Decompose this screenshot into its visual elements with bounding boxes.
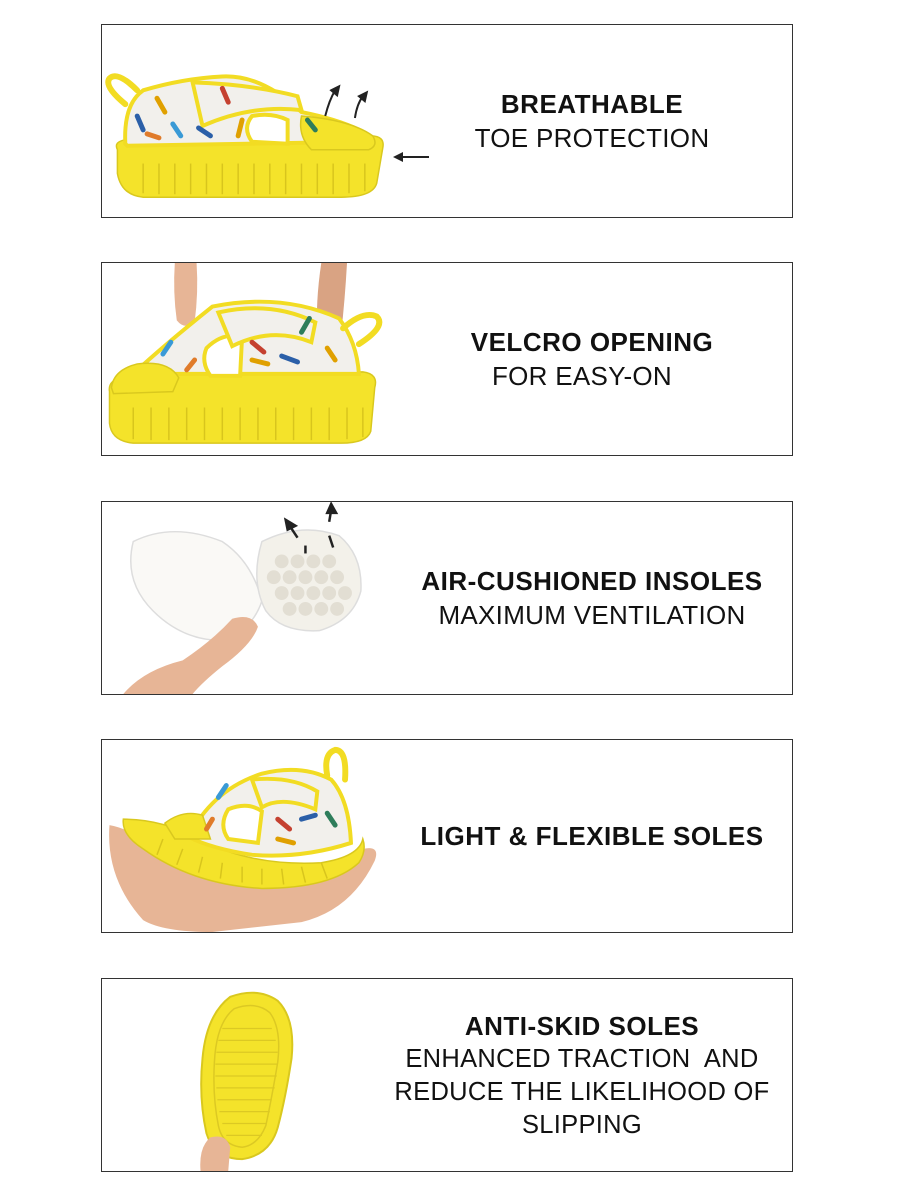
feature-heading: VELCRO OPENING <box>470 327 714 357</box>
feature-heading: LIGHT & FLEXIBLE SOLES <box>420 821 764 851</box>
sandal-side-image <box>102 25 402 217</box>
feature-subtext: MAXIMUM VENTILATION <box>438 600 746 630</box>
hand-opening-sandal-image <box>102 263 402 455</box>
feature-text <box>392 263 792 455</box>
insole-image <box>102 502 402 694</box>
feature-heading: ANTI-SKID SOLES <box>464 1010 700 1041</box>
feature-subtext: TOE PROTECTION <box>474 123 710 153</box>
feature-subtext: FOR EASY-ON <box>491 361 673 391</box>
feature-text <box>392 25 792 217</box>
feature-panel-breathable <box>101 24 793 218</box>
feature-panel-insoles <box>101 501 793 695</box>
feature-panel-anti-skid <box>101 978 793 1172</box>
feature-text <box>372 979 792 1171</box>
feature-heading: AIR-CUSHIONED INSOLES <box>421 566 763 596</box>
feature-heading: BREATHABLE <box>500 89 684 119</box>
feature-subtext-line-1: ENHANCED TRACTION AND <box>405 1044 759 1073</box>
feature-subtext-line-2: REDUCE THE LIKELIHOOD OF <box>394 1077 770 1106</box>
feature-text <box>392 740 792 932</box>
feature-panel-velcro <box>101 262 793 456</box>
feature-text <box>392 502 792 694</box>
feature-subtext-line-3: SLIPPING <box>521 1110 643 1139</box>
outsole-image <box>102 979 402 1171</box>
feature-panel-flexible <box>101 739 793 933</box>
hand-holding-sandal-image <box>102 740 402 932</box>
